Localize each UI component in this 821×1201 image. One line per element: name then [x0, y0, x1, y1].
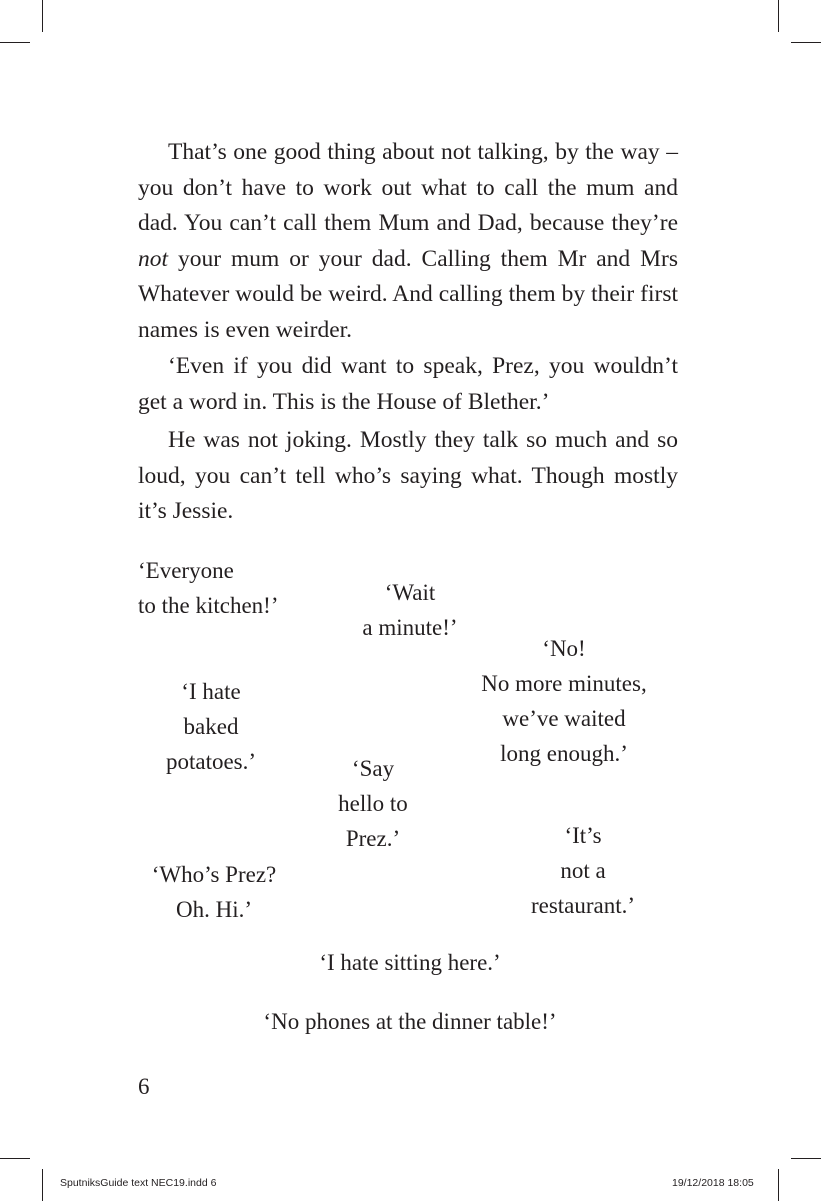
crop-mark-top-right-vertical	[778, 0, 779, 32]
dialogue-line: ‘Everyone	[138, 558, 234, 583]
dialogue-no-phones	[200, 1004, 620, 1039]
dialogue-line: ‘No!	[542, 636, 586, 661]
dialogue-line: ‘Who’s Prez?	[151, 862, 277, 887]
dialogue-line: not a	[560, 858, 606, 883]
dialogue-line: to the kitchen!’	[138, 593, 279, 618]
crop-mark-bottom-left-vertical	[42, 1169, 43, 1201]
crop-mark-top-right-horizontal	[791, 42, 821, 43]
crop-mark-bottom-right-vertical	[778, 1169, 779, 1201]
dialogue-no-more-minutes	[452, 631, 676, 771]
paragraph-1-text-after: your mum or your dad. Calling them Mr and Mrs Whatever would be weird. And calling them by their first names is even weirder.	[138, 245, 678, 343]
dialogue-line: ‘I hate	[181, 679, 241, 704]
crop-mark-bottom-right-horizontal	[791, 1158, 821, 1159]
dialogue-baked-potatoes	[140, 674, 282, 779]
dialogue-line: ‘Wait	[384, 580, 436, 605]
dialogue-line: ‘I hate sitting here.’	[319, 950, 501, 975]
dialogue-not-a-restaurant	[508, 818, 658, 923]
dialogue-line: we’ve waited	[502, 706, 626, 731]
paragraph-1-emphasis: not	[138, 245, 169, 272]
dialogue-line: restaurant.’	[530, 893, 636, 918]
dialogue-line: ‘Say	[351, 756, 395, 781]
paragraph-1	[138, 135, 678, 349]
crop-mark-bottom-left-horizontal	[0, 1158, 30, 1159]
crop-mark-top-left-horizontal	[0, 42, 30, 43]
dialogue-hate-sitting-here	[260, 945, 560, 980]
dialogue-line: No more minutes,	[481, 671, 647, 696]
slug-filename: SputniksGuide text NEC19.indd 6	[60, 1177, 217, 1189]
page-number: 6	[138, 1074, 150, 1099]
paragraph-3: He was not joking. Mostly they talk so much and so loud, you can’t tell who’s saying what. Though mostly it’s Jessie.	[138, 427, 678, 525]
dialogue-line: Oh. Hi.’	[175, 897, 253, 922]
crop-mark-top-left-vertical	[42, 0, 43, 32]
dialogue-line: ‘It’s	[564, 823, 602, 848]
dialogue-line: long enough.’	[500, 741, 628, 766]
paragraph-2: ‘Even if you did want to speak, Prez, you wouldn’t get a word in. This is the House of Blether.’	[138, 353, 678, 415]
dialogue-line: hello to	[338, 791, 408, 816]
dialogue-everyone-kitchen	[138, 553, 279, 623]
dialogue-line: baked	[183, 714, 239, 739]
slug-timestamp: 19/12/2018 18:05	[672, 1177, 754, 1189]
dialogue-line: a minute!’	[362, 615, 458, 640]
dialogue-whos-prez	[136, 857, 292, 927]
dialogue-line: potatoes.’	[165, 749, 257, 774]
dialogue-line: ‘No phones at the dinner table!’	[263, 1009, 557, 1034]
paragraph-1-text-before: That’s one good thing about not talking, by the way – you don’t have to work out what to call the mum and dad. You can’t call them Mum and Dad, because they’re	[138, 139, 678, 237]
dialogue-line: Prez.’	[345, 826, 401, 851]
dialogue-say-hello	[318, 751, 428, 856]
